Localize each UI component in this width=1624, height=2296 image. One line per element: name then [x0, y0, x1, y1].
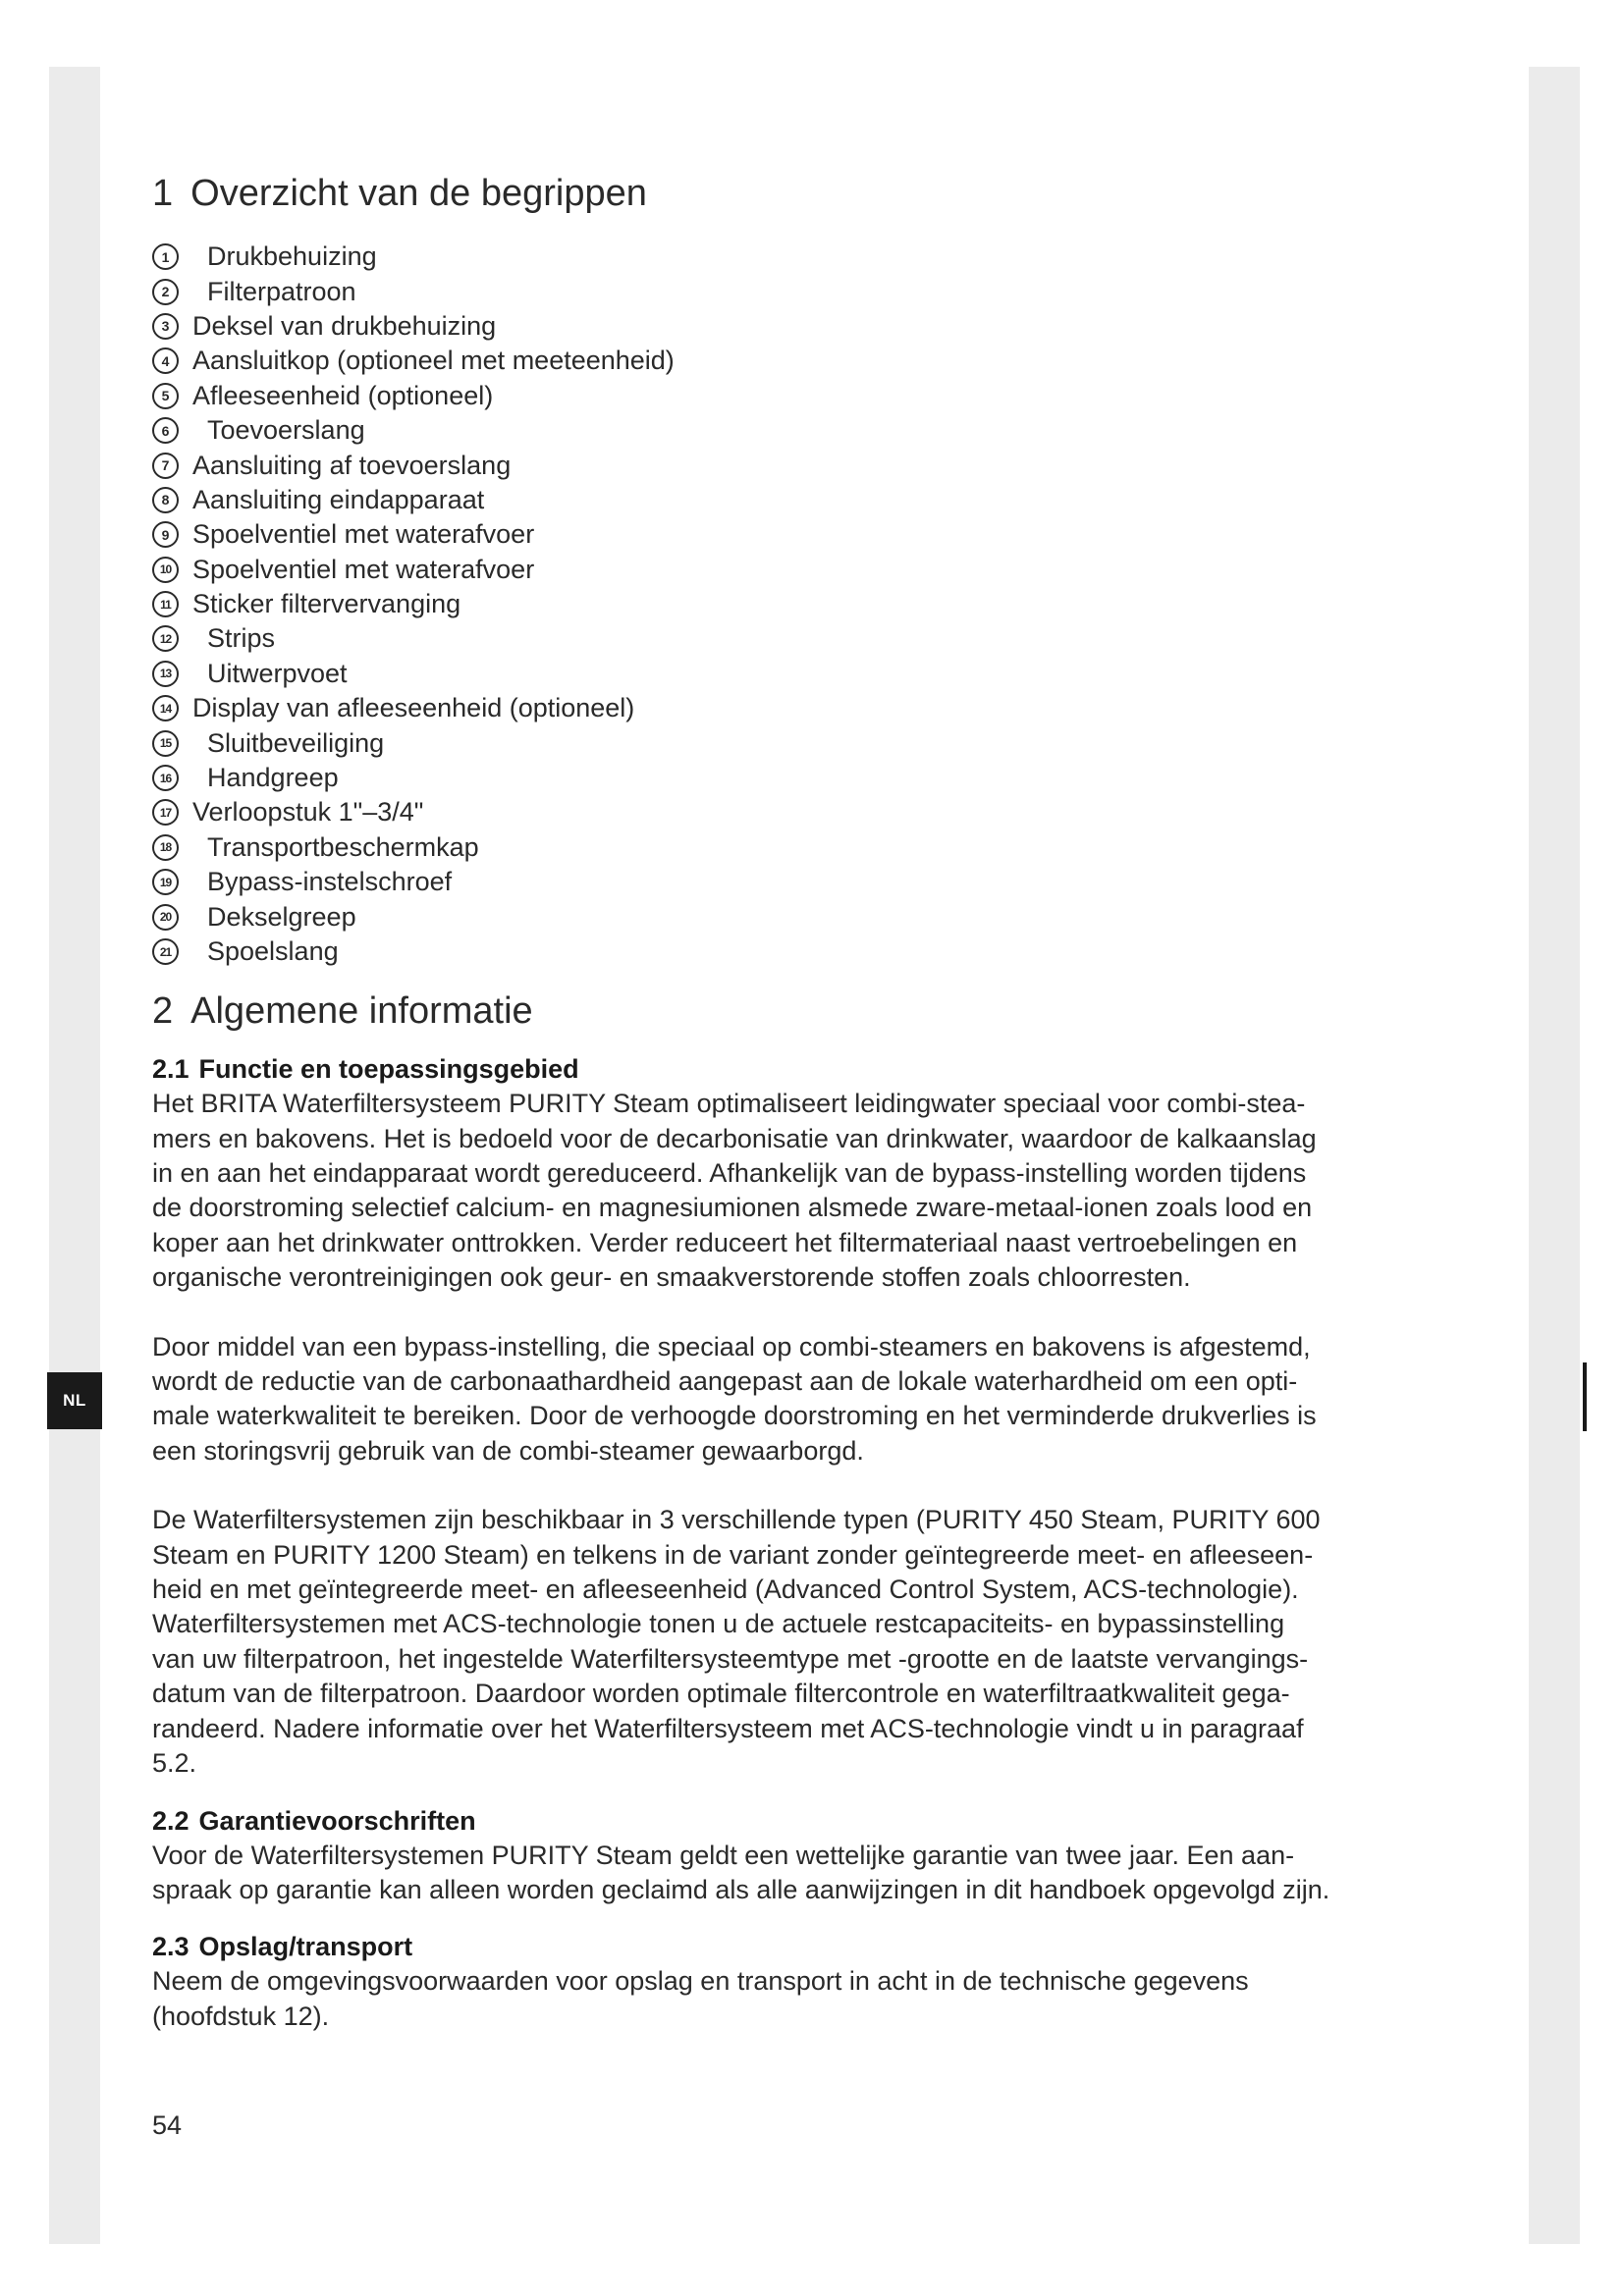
chapter-2-heading: 2 Algemene informatie [152, 990, 533, 1033]
legend-item [152, 865, 1497, 899]
legend-label: Aansluitkop (optioneel met meeteenheid) [192, 346, 675, 376]
number-circle-icon: 17 [152, 799, 179, 826]
section-2-1-paragraph-2: Door middel van een bypass-instelling, die speciaal op combi-steamers en bakovens is afgestemd, wordt de reductie van de carbonaathardheid aangepast aan de lokale waterhardheid om een opti- male waterkwaliteit te bereiken. Door de verhoogde doorstroming en het verminderde drukverlies is een storingsvrij gebruik van de combi-steamer gewaarborgd. [152, 1331, 1317, 1466]
legend-label: Dekselgreep [207, 901, 356, 932]
legend-label: Verloopstuk 1"–3/4" [192, 797, 424, 828]
legend-label: Sluitbeveiliging [207, 727, 385, 758]
chapter-1-heading: 1 Overzicht van de begrippen [152, 173, 647, 214]
number-circle-icon: 16 [152, 765, 179, 791]
legend-item [152, 274, 1497, 308]
number-circle-icon: 5 [152, 383, 179, 409]
legend-label: Spoelslang [207, 936, 339, 966]
legend-item [152, 448, 1497, 482]
legend-label: Handgreep [207, 763, 339, 793]
section-2-3-heading: 2.3 Opslag/transport [152, 1932, 413, 1962]
legend-label: Sticker filtervervanging [192, 589, 461, 619]
legend-item [152, 587, 1497, 621]
number-circle-icon: 10 [152, 557, 179, 583]
number-circle-icon: 18 [152, 834, 179, 861]
number-circle-icon: 11 [152, 591, 179, 617]
number-circle-icon: 13 [152, 661, 179, 687]
number-circle-icon: 19 [152, 869, 179, 895]
number-circle-icon: 15 [152, 730, 179, 757]
legend-item [152, 657, 1497, 691]
section-2-3-paragraph: Neem de omgevingsvoorwaarden voor opslag en transport in acht in de technische gegevens (hoofdstuk 12). [152, 1966, 1249, 2031]
legend-label: Uitwerpvoet [207, 658, 348, 688]
legend-item [152, 309, 1497, 344]
section-2-1-paragraph-3: De Waterfiltersystemen zijn beschikbaar in 3 verschillende typen (PURITY 450 Steam, PURITY 600 Steam en PURITY 1200 Steam) en telkens in de variant zonder geïntegreerde meet- en afleeseen- heid en met geïntegreerde meet- en afleeseenheid (Advanced Control System, ACS-technologie). Waterfiltersystemen met ACS-technologie tonen u de actuele restcapaciteits- en bypassinstelling van uw filterpatroon, het ingestelde Waterfiltersysteemtype met -grootte en de laatste vervangings- datum van de filterpatroon. Daardoor worden optimale filtercontrole en waterfiltraatkwaliteit gega- randeerd. Nadere informatie over het Waterfiltersysteem met ACS-technologie vindt u in paragraaf 5.2. [152, 1505, 1321, 1779]
legend-item [152, 899, 1497, 934]
number-circle-icon: 4 [152, 347, 179, 374]
legend-item [152, 553, 1497, 587]
legend-label: Aansluiting af toevoerslang [192, 450, 512, 480]
legend-item [152, 240, 1497, 274]
number-circle-icon: 21 [152, 938, 179, 965]
number-circle-icon: 12 [152, 625, 179, 652]
legend-label: Toevoerslang [207, 415, 365, 446]
legend-label: Filterpatroon [207, 276, 356, 306]
number-circle-icon: 1 [152, 243, 179, 270]
number-circle-icon: 7 [152, 453, 179, 479]
number-circle-icon: 20 [152, 904, 179, 931]
section-2-2-paragraph: Voor de Waterfiltersystemen PURITY Steam geldt een wettelijke garantie van twee jaar. Een aan- spraak op garantie kan alleen worden geclaimd als alle aanwijzingen in dit handboek opgevolgd zijn. [152, 1840, 1330, 1904]
legend-item [152, 795, 1497, 829]
language-tab: NL [47, 1372, 102, 1429]
number-circle-icon: 8 [152, 487, 179, 513]
legend-label: Aansluiting eindapparaat [192, 484, 485, 514]
legend-label: Bypass-instelschroef [207, 867, 453, 897]
number-circle-icon: 14 [152, 695, 179, 721]
legend-item [152, 517, 1497, 552]
number-circle-icon: 9 [152, 521, 179, 548]
number-circle-icon: 2 [152, 279, 179, 305]
number-circle-icon: 3 [152, 313, 179, 340]
legend-label: Drukbehuizing [207, 241, 377, 272]
component-legend [152, 240, 1497, 969]
page-number: 54 [152, 2110, 183, 2141]
legend-label: Spoelventiel met waterafvoer [192, 519, 535, 550]
section-2-2-heading: 2.2 Garantievoorschriften [152, 1805, 476, 1836]
section-2-1-paragraph-1: Het BRITA Waterfiltersysteem PURITY Steam optimaliseert leidingwater speciaal voor combi-stea- mers en bakovens. Het is bedoeld voor de decarbonisatie van drinkwater, waardoor de kalkaanslag in en aan het eindapparaat wordt gereduceerd. Afhankelijk van de bypass-instelling worden tijdens de doorstroming selectief calcium- en magnesiumionen alsmede zware-metaal-ionen zoals lood en koper aan het drinkwater onttrokken. Verder reduceert het filtermateriaal naast vertroebelingen en organische verontreinigingen ook geur- en smaakverstorende stoffen zoals chloorresten. [152, 1089, 1317, 1293]
left-margin-bar [49, 67, 100, 2244]
legend-label: Afleeseenheid (optioneel) [192, 380, 494, 410]
section-2-1-heading: 2.1 Functie en toepassingsgebied [152, 1054, 579, 1085]
legend-item [152, 934, 1497, 969]
legend-item [152, 379, 1497, 413]
legend-item [152, 413, 1497, 448]
legend-item [152, 830, 1497, 865]
legend-item [152, 761, 1497, 795]
legend-label: Deksel van drukbehuizing [192, 310, 497, 341]
legend-item [152, 691, 1497, 725]
legend-label: Spoelventiel met waterafvoer [192, 554, 535, 584]
legend-label: Transportbeschermkap [207, 831, 479, 862]
legend-item [152, 344, 1497, 378]
number-circle-icon: 6 [152, 417, 179, 444]
legend-item [152, 725, 1497, 760]
page-content [152, 169, 1497, 2144]
legend-item [152, 483, 1497, 517]
right-margin-bar [1529, 67, 1580, 2244]
legend-label: Strips [207, 623, 276, 654]
legend-label: Display van afleeseenheid (optioneel) [192, 693, 635, 723]
legend-item [152, 621, 1497, 656]
margin-change-mark [1583, 1362, 1587, 1431]
